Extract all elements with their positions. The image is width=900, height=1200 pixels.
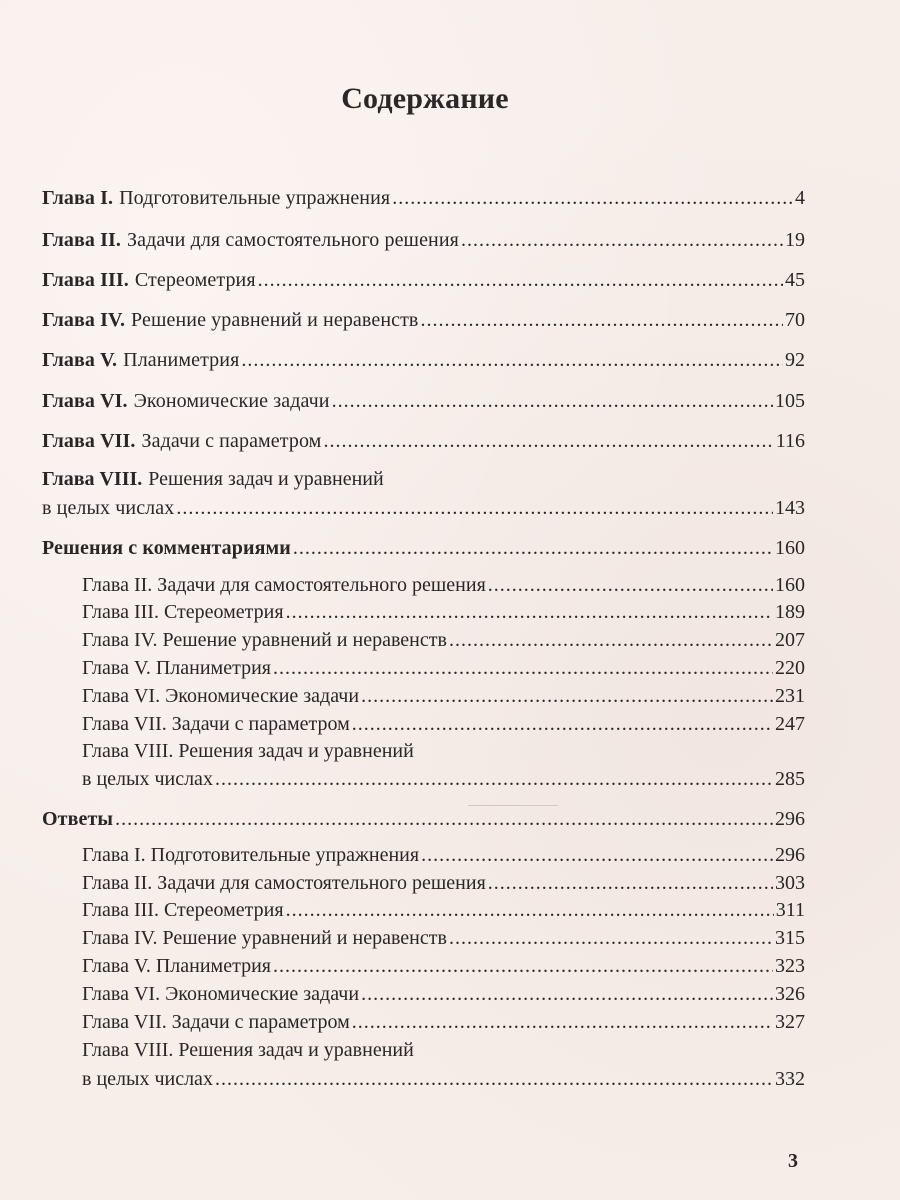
- page-number: 3: [788, 1150, 798, 1172]
- subentry-title: Глава V. Планиметрия: [82, 955, 271, 977]
- page-ref: 303: [775, 872, 805, 894]
- subentry-title: Глава II. Задачи для самостоятельного решения: [82, 574, 486, 596]
- leader-dots: [488, 573, 773, 597]
- leader-dots: [420, 308, 783, 332]
- chapter-title: Решение уравнений и неравенств: [131, 309, 419, 331]
- chapter-number: Глава I.: [42, 187, 114, 209]
- toc-subentry-solutions-3[interactable]: [82, 600, 805, 624]
- leader-dots: [215, 767, 773, 791]
- toc-subentry-solutions-8-line1[interactable]: [82, 739, 414, 763]
- leader-dots: [449, 926, 773, 950]
- page-ref: 315: [775, 927, 805, 949]
- toc-subentry-answers-4[interactable]: [82, 926, 805, 950]
- toc-entry-chapter-2[interactable]: [42, 228, 805, 252]
- page-ref: 326: [775, 983, 805, 1005]
- subentry-title: Глава VII. Задачи с параметром: [82, 713, 350, 735]
- chapter-title: Планиметрия: [123, 349, 240, 371]
- toc-entry-chapter-5[interactable]: [42, 348, 805, 372]
- page-ref: 311: [775, 899, 805, 921]
- page-title: Содержание: [341, 82, 509, 115]
- leader-dots: [273, 954, 773, 978]
- page-ref: 220: [775, 657, 805, 679]
- leader-dots: [392, 186, 793, 210]
- subentry-title: Глава I. Подготовительные упражнения: [82, 844, 420, 866]
- toc-subentry-solutions-7[interactable]: [82, 712, 805, 736]
- page-ref: 160: [775, 537, 805, 559]
- chapter-title: Экономические задачи: [133, 390, 330, 412]
- leader-dots: [332, 389, 773, 413]
- page-ref: 70: [785, 309, 805, 331]
- page-ref: 327: [775, 1011, 805, 1033]
- chapter-title-line2: в целых числах: [42, 497, 175, 519]
- subentry-title: Глава IV. Решение уравнений и неравенств: [82, 927, 447, 949]
- subentry-title: Глава VII. Задачи с параметром: [82, 1011, 350, 1033]
- leader-dots: [115, 807, 773, 831]
- chapter-number: Глава III.: [42, 269, 129, 291]
- page-ref: 92: [785, 349, 805, 371]
- page-ref: 45: [785, 269, 805, 291]
- leader-dots: [352, 712, 773, 736]
- page-ref: 207: [775, 629, 805, 651]
- subentry-title: Глава III. Стереометрия: [82, 601, 284, 623]
- page-ref: 19: [785, 229, 805, 251]
- leader-dots: [286, 898, 774, 922]
- toc-entry-chapter-7[interactable]: [42, 429, 805, 453]
- leader-dots: [258, 268, 783, 292]
- page-ref: 323: [775, 955, 805, 977]
- subentry-title: Глава II. Задачи для самостоятельного решения: [82, 872, 486, 894]
- leader-dots: [323, 429, 773, 453]
- subentry-title: Глава IV. Решение уравнений и неравенств: [82, 629, 447, 651]
- subentry-title: Глава III. Стереометрия: [82, 899, 284, 921]
- page-ref: 4: [795, 187, 805, 209]
- toc-subentry-solutions-6[interactable]: [82, 684, 805, 708]
- toc-entry-solutions[interactable]: [42, 536, 805, 560]
- chapter-number: Глава IV.: [42, 309, 126, 331]
- leader-dots: [273, 656, 773, 680]
- toc-subentry-answers-8-line1[interactable]: [82, 1038, 414, 1062]
- leader-dots: [293, 536, 773, 560]
- page-ref: 332: [775, 1068, 805, 1090]
- leader-dots: [361, 684, 773, 708]
- page-ref: 189: [775, 601, 805, 623]
- subentry-title-line2: в целых числах: [82, 1068, 213, 1090]
- leader-dots: [286, 600, 773, 624]
- chapter-title: Задачи с параметром: [141, 430, 322, 452]
- toc-subentry-solutions-5[interactable]: [82, 656, 805, 680]
- leader-dots: [352, 1010, 773, 1034]
- leader-dots: [449, 628, 773, 652]
- leader-dots: [176, 496, 773, 520]
- toc-subentry-answers-5[interactable]: [82, 954, 805, 978]
- toc-entry-answers[interactable]: [42, 807, 805, 831]
- leader-dots: [488, 871, 773, 895]
- toc-entry-chapter-8[interactable]: [42, 496, 805, 520]
- toc-subentry-answers-1[interactable]: [82, 843, 805, 867]
- subentry-title: Глава VI. Экономические задачи: [82, 685, 360, 707]
- leader-dots: [241, 348, 783, 372]
- subentry-title-line2: в целых числах: [82, 768, 213, 790]
- page-ref: 231: [775, 685, 805, 707]
- toc-entry-chapter-4[interactable]: [42, 308, 805, 332]
- toc-subentry-solutions-8[interactable]: [82, 767, 805, 791]
- chapter-number: Глава VII.: [42, 430, 136, 452]
- divider: [468, 805, 558, 806]
- chapter-number: Глава VIII.: [42, 468, 143, 490]
- chapter-title: Подготовительные упражнения: [119, 187, 391, 209]
- chapter-title-line1: Решения задач и уравнений: [148, 468, 384, 490]
- chapter-title: Задачи для самостоятельного решения: [126, 229, 459, 251]
- toc-entry-chapter-6[interactable]: [42, 389, 805, 413]
- page-ref: 296: [775, 808, 805, 830]
- leader-dots: [421, 843, 773, 867]
- toc-subentry-answers-6[interactable]: [82, 982, 805, 1006]
- toc-subentry-solutions-2[interactable]: [82, 573, 805, 597]
- page-ref: 160: [775, 574, 805, 596]
- toc-subentry-answers-7[interactable]: [82, 1010, 805, 1034]
- toc-entry-chapter-3[interactable]: [42, 268, 805, 292]
- page-ref: 296: [775, 844, 805, 866]
- chapter-title: Стереометрия: [134, 269, 256, 291]
- chapter-number: Глава II.: [42, 229, 121, 251]
- leader-dots: [215, 1067, 773, 1091]
- chapter-number: Глава VI.: [42, 390, 128, 412]
- toc-entry-chapter-8-line1[interactable]: [42, 467, 384, 491]
- page-ref: 247: [775, 713, 805, 735]
- section-title: Решения с комментариями: [42, 537, 291, 559]
- subentry-title: Глава VI. Экономические задачи: [82, 983, 360, 1005]
- subentry-title-line1: Глава VIII. Решения задач и уравнений: [82, 1039, 414, 1061]
- page-ref: 105: [775, 390, 805, 412]
- page-ref: 143: [775, 497, 805, 519]
- leader-dots: [461, 228, 783, 252]
- chapter-number: Глава V.: [42, 349, 118, 371]
- page-ref: 285: [775, 768, 805, 790]
- toc-subentry-solutions-4[interactable]: [82, 628, 805, 652]
- leader-dots: [361, 982, 773, 1006]
- subentry-title: Глава V. Планиметрия: [82, 657, 271, 679]
- page-ref: 116: [775, 430, 805, 452]
- subentry-title-line1: Глава VIII. Решения задач и уравнений: [82, 740, 414, 762]
- toc-subentry-answers-2[interactable]: [82, 871, 805, 895]
- toc-entry-chapter-1[interactable]: [42, 186, 805, 210]
- section-title: Ответы: [42, 808, 114, 830]
- toc-subentry-answers-3[interactable]: [82, 898, 805, 922]
- toc-subentry-answers-8[interactable]: [82, 1067, 805, 1091]
